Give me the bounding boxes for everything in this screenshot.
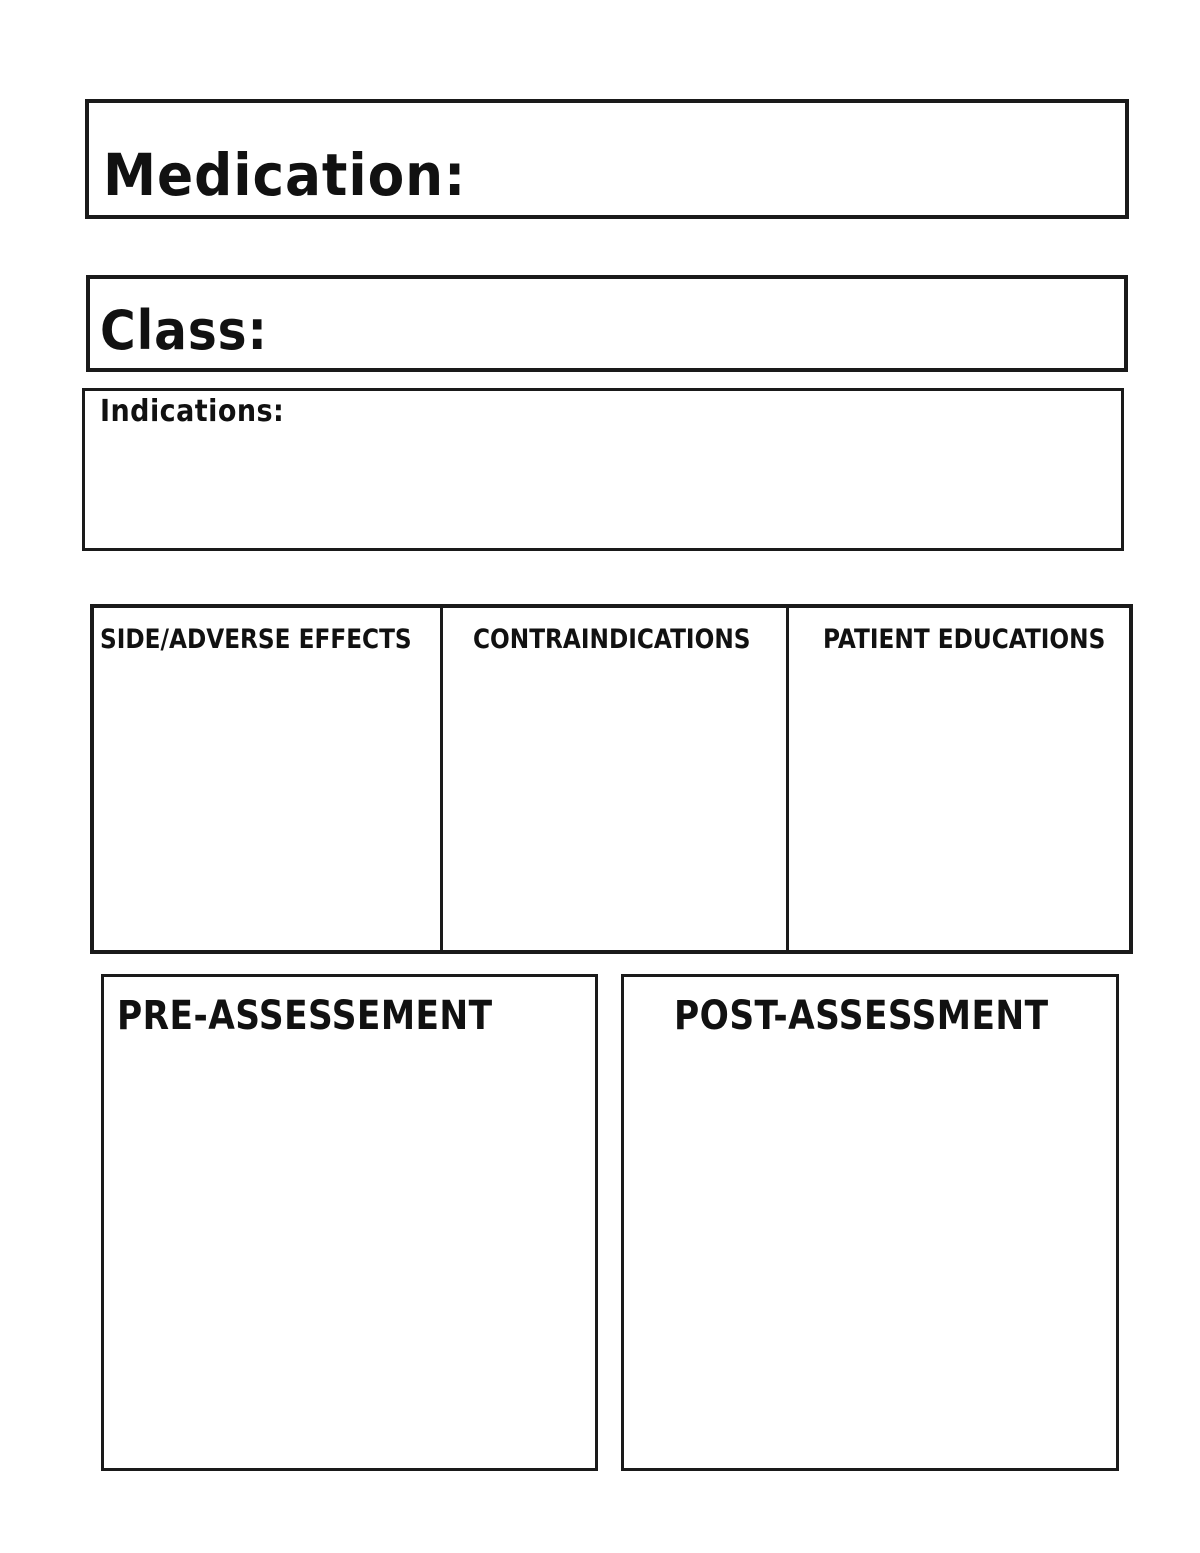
contraindications-heading: CONTRAINDICATIONS (473, 624, 751, 655)
medication-field[interactable] (85, 99, 1129, 219)
side-adverse-effects-heading: SIDE/ADVERSE EFFECTS (100, 624, 412, 655)
pre-assessment-heading: PRE-ASSESSEMENT (117, 993, 493, 1039)
class-label: Class: (100, 299, 268, 362)
indications-label: Indications: (100, 394, 285, 429)
class-field[interactable] (86, 275, 1128, 372)
medication-label: Medication: (103, 141, 467, 209)
post-assessment-heading: POST-ASSESSMENT (674, 993, 1049, 1039)
patient-educations-cell[interactable] (786, 608, 1129, 950)
patient-educations-heading: PATIENT EDUCATIONS (823, 624, 1106, 655)
indications-field[interactable] (82, 388, 1124, 551)
post-assessment-field[interactable] (621, 974, 1119, 1471)
pre-assessment-field[interactable] (101, 974, 598, 1471)
side-adverse-effects-cell[interactable] (94, 608, 440, 950)
contraindications-cell[interactable] (440, 608, 786, 950)
effects-table (90, 604, 1133, 954)
